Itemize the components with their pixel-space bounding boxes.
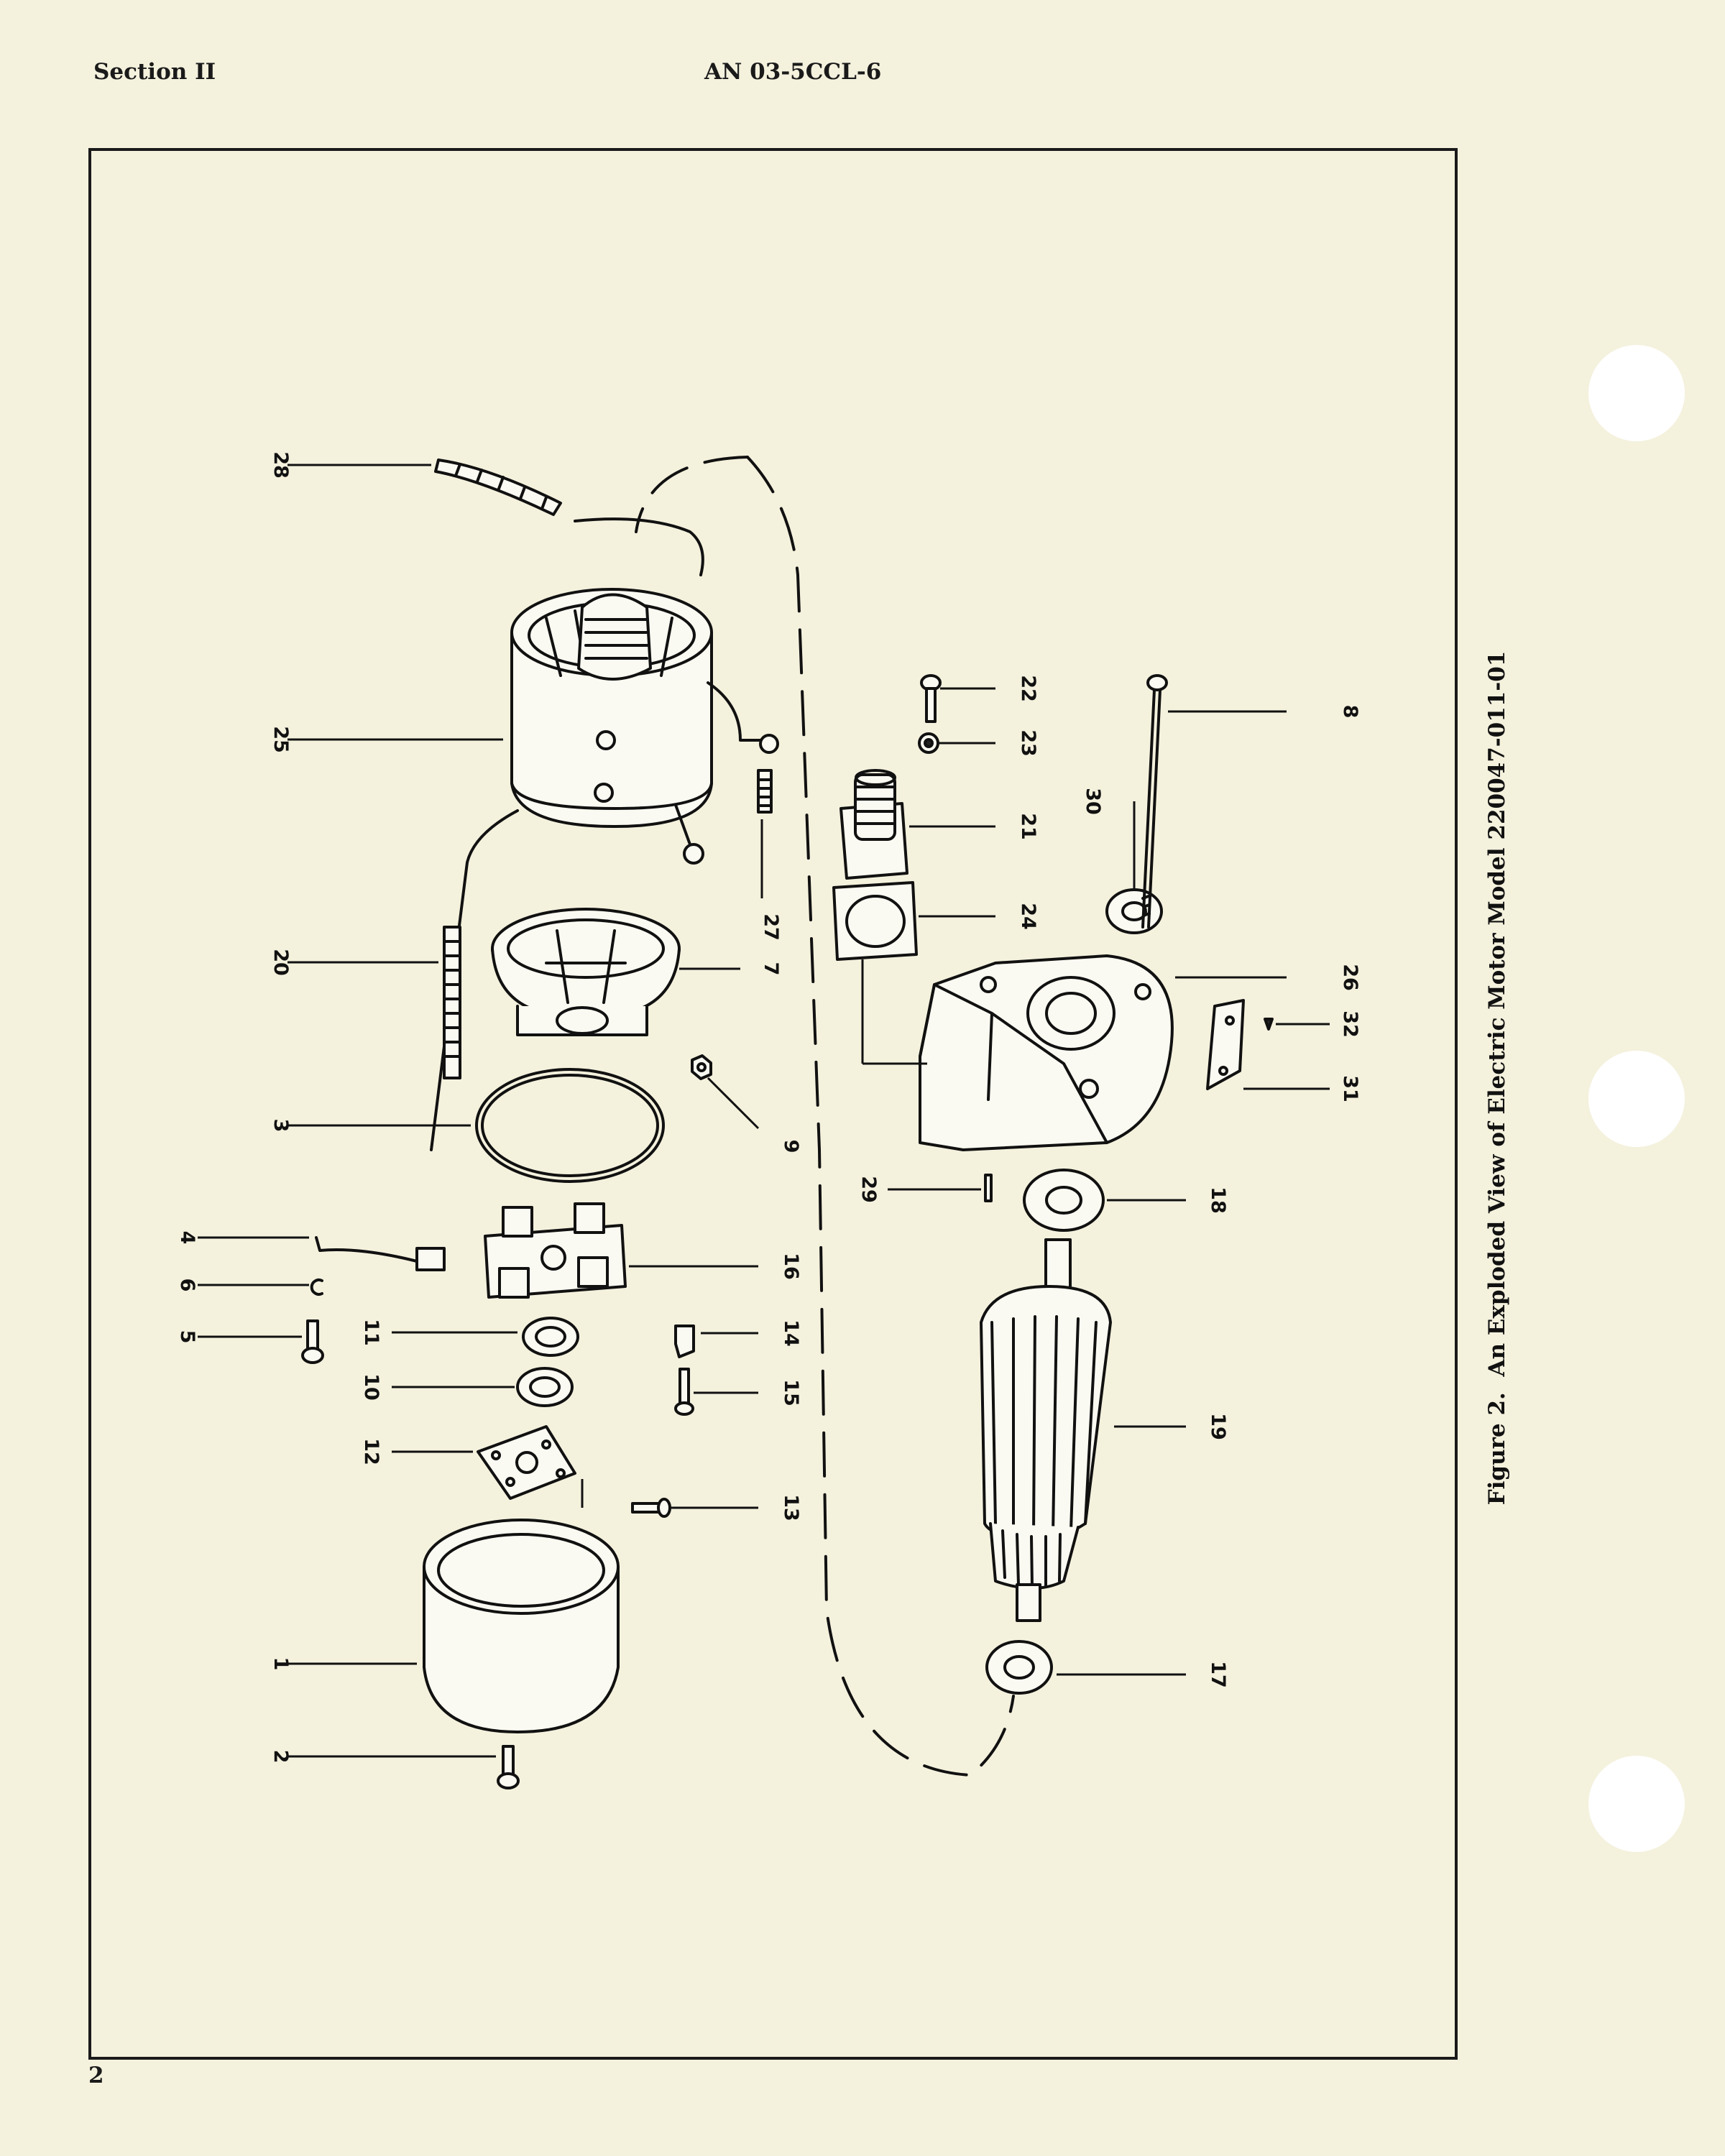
part-8-through-bolt <box>1143 676 1167 927</box>
part-16-brush-plate <box>485 1204 625 1297</box>
part-20-strip <box>444 927 460 1078</box>
part-21-connector <box>841 770 907 878</box>
callout-31: 31 <box>1339 1075 1361 1102</box>
part-9-nut <box>692 1056 711 1079</box>
part-13-screw <box>632 1499 670 1516</box>
callout-30: 30 <box>1082 788 1104 815</box>
callout-5: 5 <box>176 1330 198 1344</box>
callout-6: 6 <box>176 1278 198 1292</box>
part-18-bearing <box>1024 1170 1103 1230</box>
callout-8: 8 <box>1339 704 1361 719</box>
part-6-clip <box>312 1280 322 1294</box>
part-17-bearing <box>987 1641 1052 1693</box>
callout-23: 23 <box>1017 729 1039 757</box>
callout-14: 14 <box>780 1319 802 1347</box>
figure-caption: Figure 2. An Exploded View of Electric Motor Model 220047-011-01 <box>1484 650 1510 1506</box>
section-label: Section II <box>93 59 216 85</box>
callout-3: 3 <box>270 1118 292 1133</box>
part-12-plate <box>478 1427 575 1498</box>
part-29-pin <box>985 1175 991 1201</box>
part-14-bracket <box>676 1326 694 1357</box>
callout-4: 4 <box>176 1230 198 1245</box>
callout-labels <box>176 451 1361 1763</box>
part-3-o-ring <box>477 1069 663 1181</box>
part-5-screw <box>303 1321 323 1363</box>
callout-16: 16 <box>780 1253 802 1280</box>
callout-19: 19 <box>1207 1413 1229 1440</box>
callout-32: 32 <box>1339 1010 1361 1038</box>
callout-22: 22 <box>1017 675 1039 702</box>
callout-25: 25 <box>270 726 292 753</box>
callout-26: 26 <box>1339 964 1361 991</box>
leader-lines <box>198 465 1330 1756</box>
part-27-screw <box>758 770 771 812</box>
part-26-end-frame <box>920 956 1172 1150</box>
callout-12: 12 <box>360 1438 382 1465</box>
callout-13: 13 <box>780 1494 802 1521</box>
callout-1: 1 <box>270 1657 292 1671</box>
callout-24: 24 <box>1017 903 1039 930</box>
callout-18: 18 <box>1207 1187 1229 1214</box>
callout-20: 20 <box>270 949 292 976</box>
callout-15: 15 <box>780 1379 802 1406</box>
callout-28: 28 <box>270 451 292 479</box>
part-28-sleeve <box>436 460 703 575</box>
callout-29: 29 <box>857 1176 880 1203</box>
part-2-screw <box>498 1746 518 1788</box>
part-31-clip <box>1208 1000 1243 1089</box>
document-number: AN 03-5CCL-6 <box>704 59 882 85</box>
callout-11: 11 <box>360 1319 382 1346</box>
part-22-screw <box>921 676 940 722</box>
callout-9: 9 <box>780 1139 802 1153</box>
part-25-field-frame <box>431 589 778 1150</box>
page-number: 2 <box>88 2063 104 2088</box>
part-15-screw <box>676 1369 693 1414</box>
part-30-bearing <box>1107 890 1162 933</box>
part-19-armature <box>981 1240 1110 1621</box>
part-7-end-bell <box>492 909 679 1035</box>
callout-21: 21 <box>1017 813 1039 840</box>
part-32-pin <box>1265 1019 1272 1029</box>
callout-17: 17 <box>1207 1661 1229 1688</box>
callout-7: 7 <box>760 962 782 976</box>
part-24-gasket <box>834 883 916 959</box>
part-23-washer <box>919 734 938 752</box>
callout-2: 2 <box>270 1749 292 1764</box>
part-10-washer <box>518 1368 572 1406</box>
callout-27: 27 <box>760 913 782 941</box>
part-4-brush <box>316 1238 444 1270</box>
callout-10: 10 <box>360 1373 382 1401</box>
part-1-cover-band <box>424 1520 618 1732</box>
part-11-washer <box>523 1318 578 1355</box>
